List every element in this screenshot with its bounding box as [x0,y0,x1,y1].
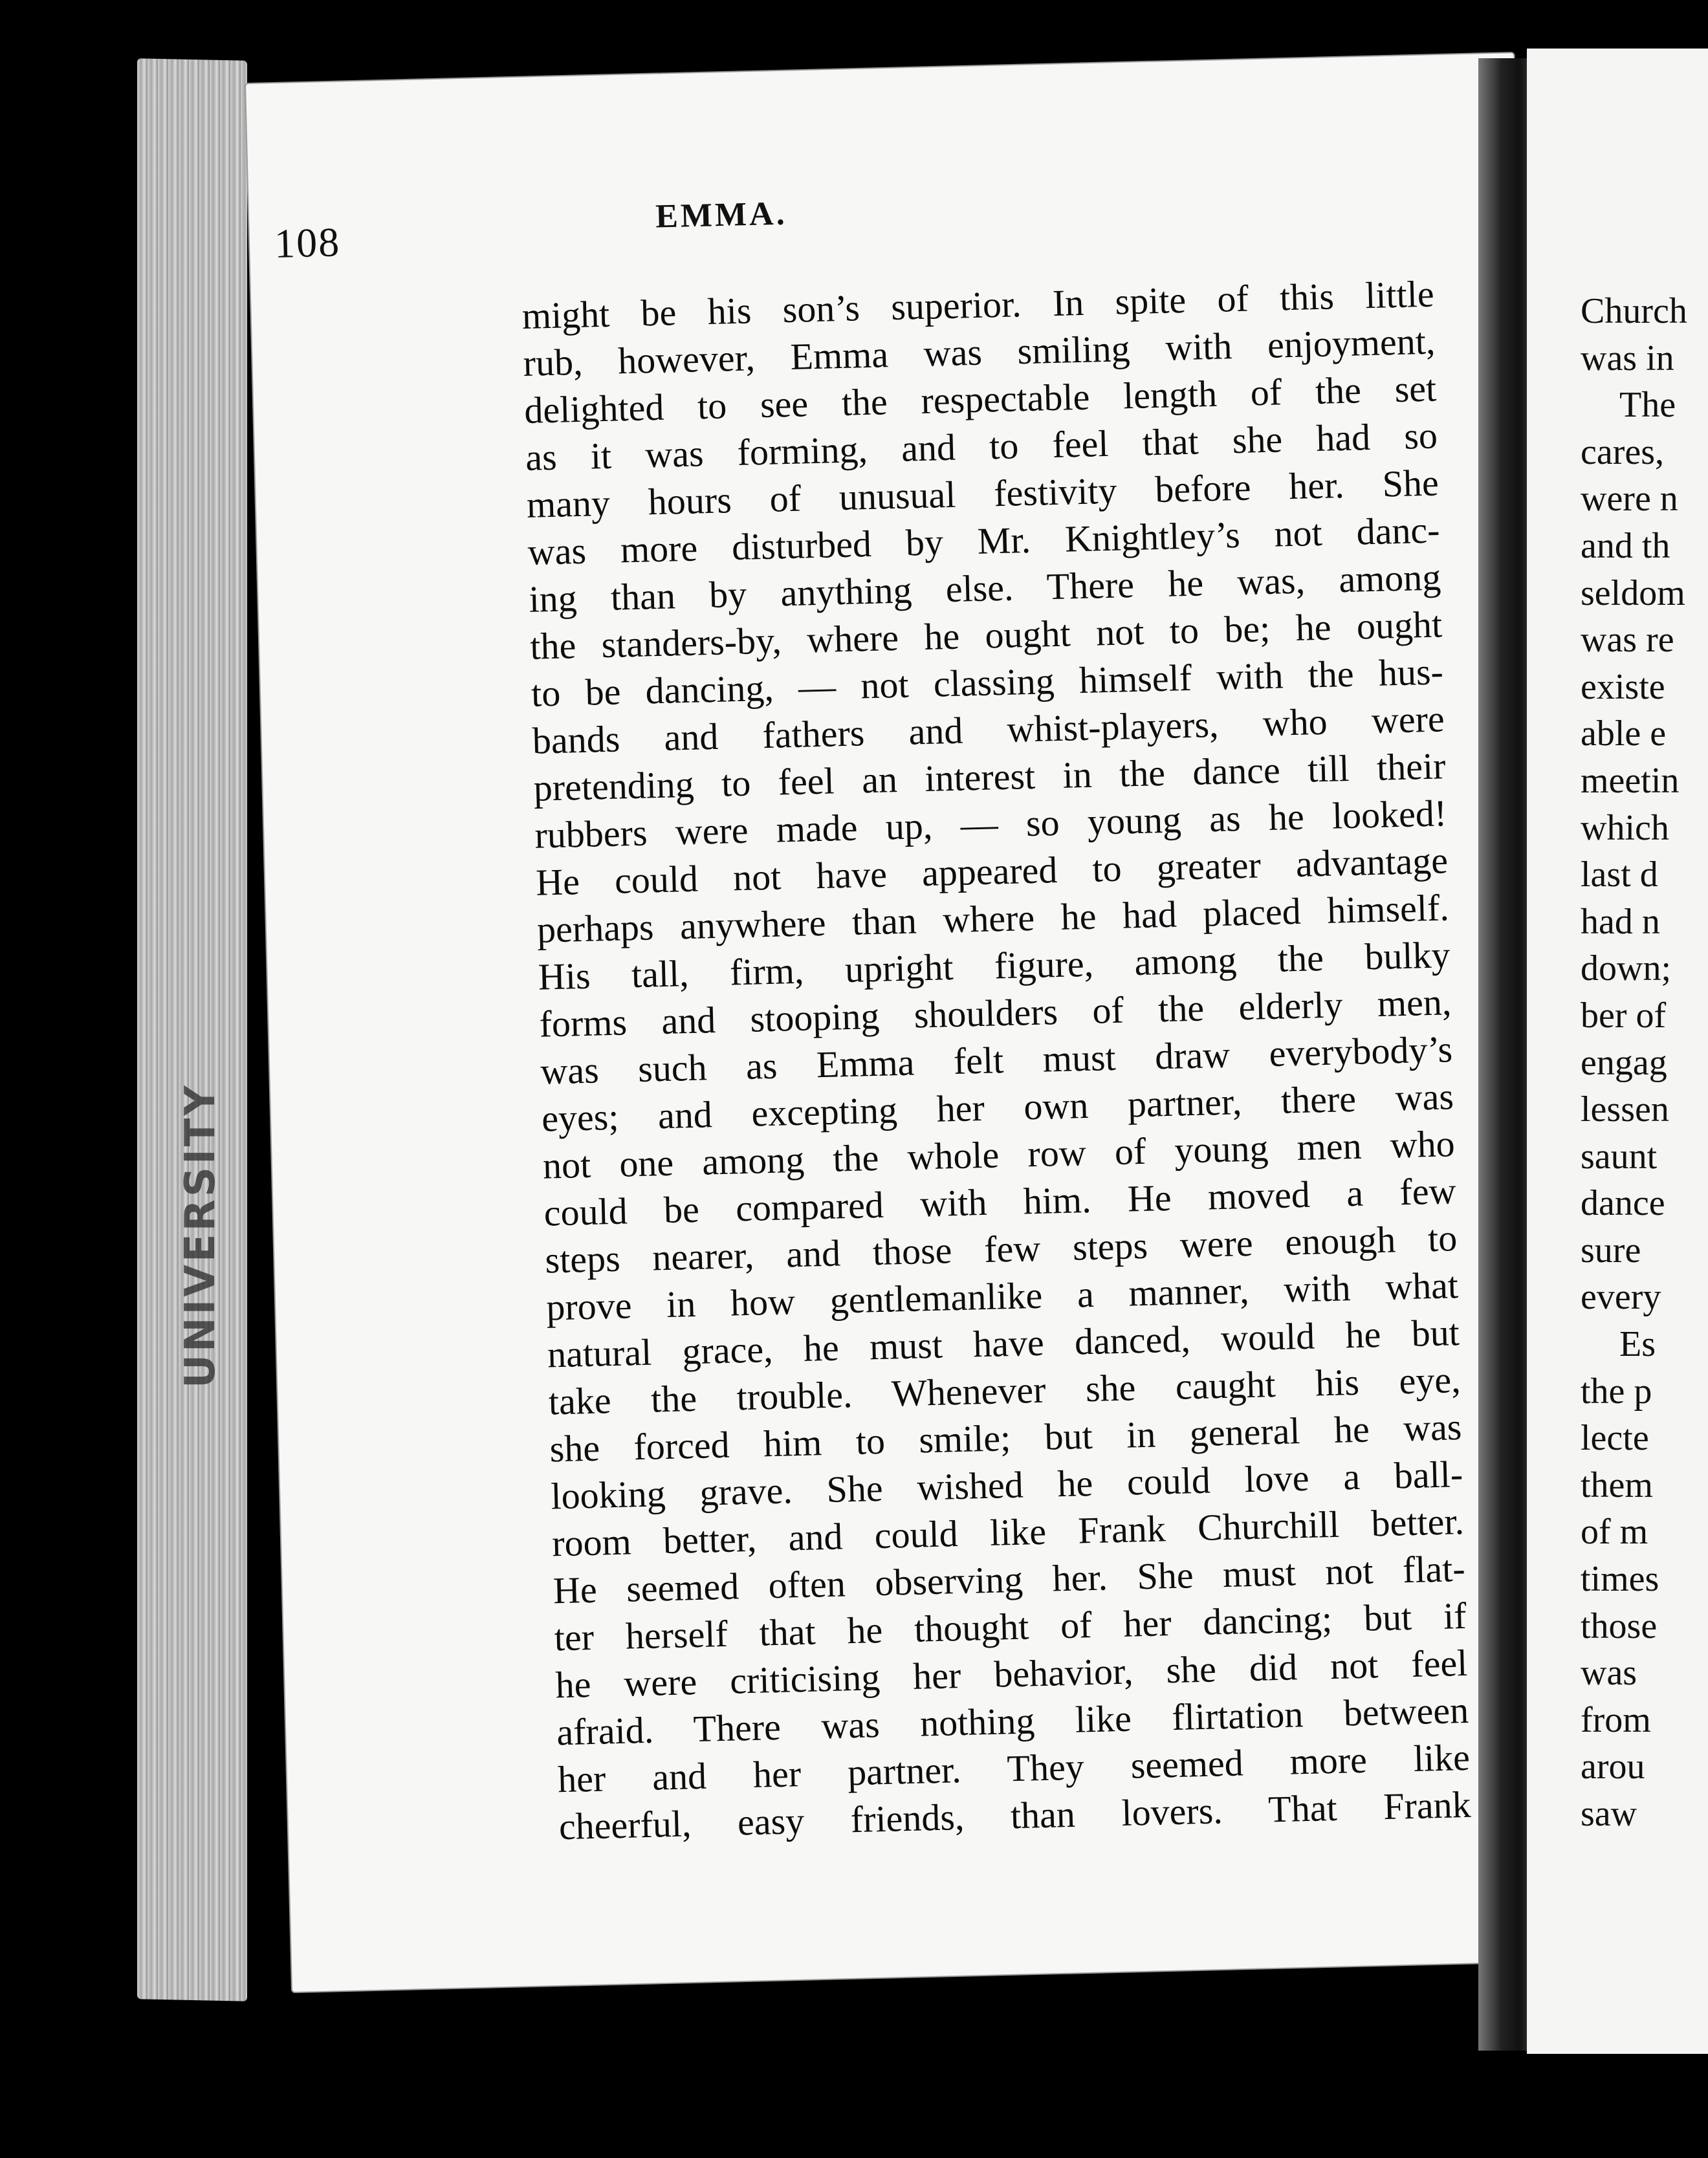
right-page-line: meetin [1581,760,1680,801]
text-line: ing than by anything else. There he was, among [528,556,1441,620]
right-page-line: Church [1581,291,1687,331]
page-block-edge [137,58,247,2001]
text-line: could be compared with him. He moved a few [543,1170,1457,1234]
text-line: afraid. There was nothing like flirtation between [556,1688,1469,1754]
text-line: His tall, firm, upright figure, among the bulky [538,933,1451,998]
right-page-line: of m [1581,1512,1648,1553]
text-line: steps nearer, and those few steps were enough to [544,1217,1458,1281]
text-line: cheerful, easy friends, than lovers. That Frank [558,1783,1472,1848]
right-page-line: existe [1581,666,1665,707]
running-head: EMMA. [655,195,788,235]
text-line: looking grave. She wished he could love a ball- [550,1453,1463,1518]
right-page-line: from [1581,1699,1651,1740]
text-line: might be his son’s superior. In spite of this little [521,272,1435,337]
text-line: rub, however, Emma was smiling with enjoyment, [522,320,1436,384]
right-page-line: seldom [1581,572,1685,613]
right-page-line: every [1581,1277,1661,1318]
text-line: forms and stooping shoulders of the elderly men, [538,981,1452,1045]
text-line: not one among the whole row of young men who [542,1122,1456,1187]
right-page-line: Es [1619,1324,1656,1365]
right-page-line: was [1581,1653,1637,1694]
right-page-line: sure [1581,1230,1641,1270]
right-page-line: had n [1581,901,1660,942]
right-page-line: down; [1581,948,1671,989]
right-page-line: was in [1581,338,1674,378]
text-line: many hours of unusual festivity before her. She [526,461,1440,526]
right-page-line: was re [1581,620,1674,660]
text-line: was more disturbed by Mr. Knightley’s not danc- [527,508,1441,573]
right-page-line: them [1581,1465,1653,1505]
right-page-line: were n [1581,479,1678,519]
right-page-line: times [1581,1559,1659,1600]
text-line: to be dancing, — not classing himself with the hus- [531,650,1444,715]
right-page-line: dance [1581,1183,1665,1224]
text-line: as it was forming, and to feel that she had so [525,414,1438,479]
text-line: rubbers were made up, — so young as he looked! [534,792,1447,856]
text-line: she forced him to smile; but in general he was [549,1406,1463,1470]
text-line: take the trouble. Whenever she caught his eye, [548,1358,1462,1423]
right-page-line: able e [1581,714,1667,754]
right-page-line: lecte [1581,1418,1649,1459]
right-page-line: which [1581,807,1669,848]
text-line: ter herself that he thought of her dancing; but if [554,1594,1467,1659]
right-page-line: cares, [1581,431,1665,472]
text-line: delighted to see the respectable length of the set [523,367,1437,431]
right-page-line: the p [1581,1371,1652,1411]
page-number: 108 [274,219,341,267]
body-text [521,270,1491,1850]
right-page-line: ber of [1581,995,1667,1036]
right-page-line: lessen [1581,1089,1669,1130]
right-page-line: last d [1581,855,1658,895]
right-page-line: those [1581,1606,1658,1646]
text-line: perhaps anywhere than where he had placed himself. [536,886,1450,951]
text-line: He could not have appeared to greater advantage [535,839,1449,904]
text-line: bands and fathers and whist-players, who were [532,697,1445,762]
text-line: the standers-by, where he ought not to be; he ought [529,603,1443,668]
library-stamp: UNIVERSITY [177,1083,224,1388]
text-line: prove in how gentlemanlike a manner, with what [545,1264,1459,1329]
right-page-line: arou [1581,1747,1645,1787]
right-page-text [1581,288,1687,1838]
text-line: pretending to feel an interest in the dance till their [532,745,1447,809]
right-page-line: saw [1581,1794,1637,1834]
text-line: eyes; and excepting her own partner, there was [541,1075,1454,1140]
text-line: her and her partner. They seemed more like [557,1736,1471,1801]
right-page-line: saunt [1581,1136,1658,1177]
text-line: natural grace, he must have danced, would he but [547,1311,1460,1376]
text-line: he were criticising her behavior, she did not feel [554,1641,1468,1706]
text-line: room better, and could like Frank Churchill better. [551,1499,1465,1565]
right-page-line: The [1619,385,1676,426]
text-line: He seemed often observing her. She must not flat- [553,1547,1466,1612]
text-line: was such as Emma felt must draw everybody’s [540,1028,1453,1093]
right-page-line: engag [1581,1042,1667,1083]
right-page-line: and th [1581,525,1670,566]
